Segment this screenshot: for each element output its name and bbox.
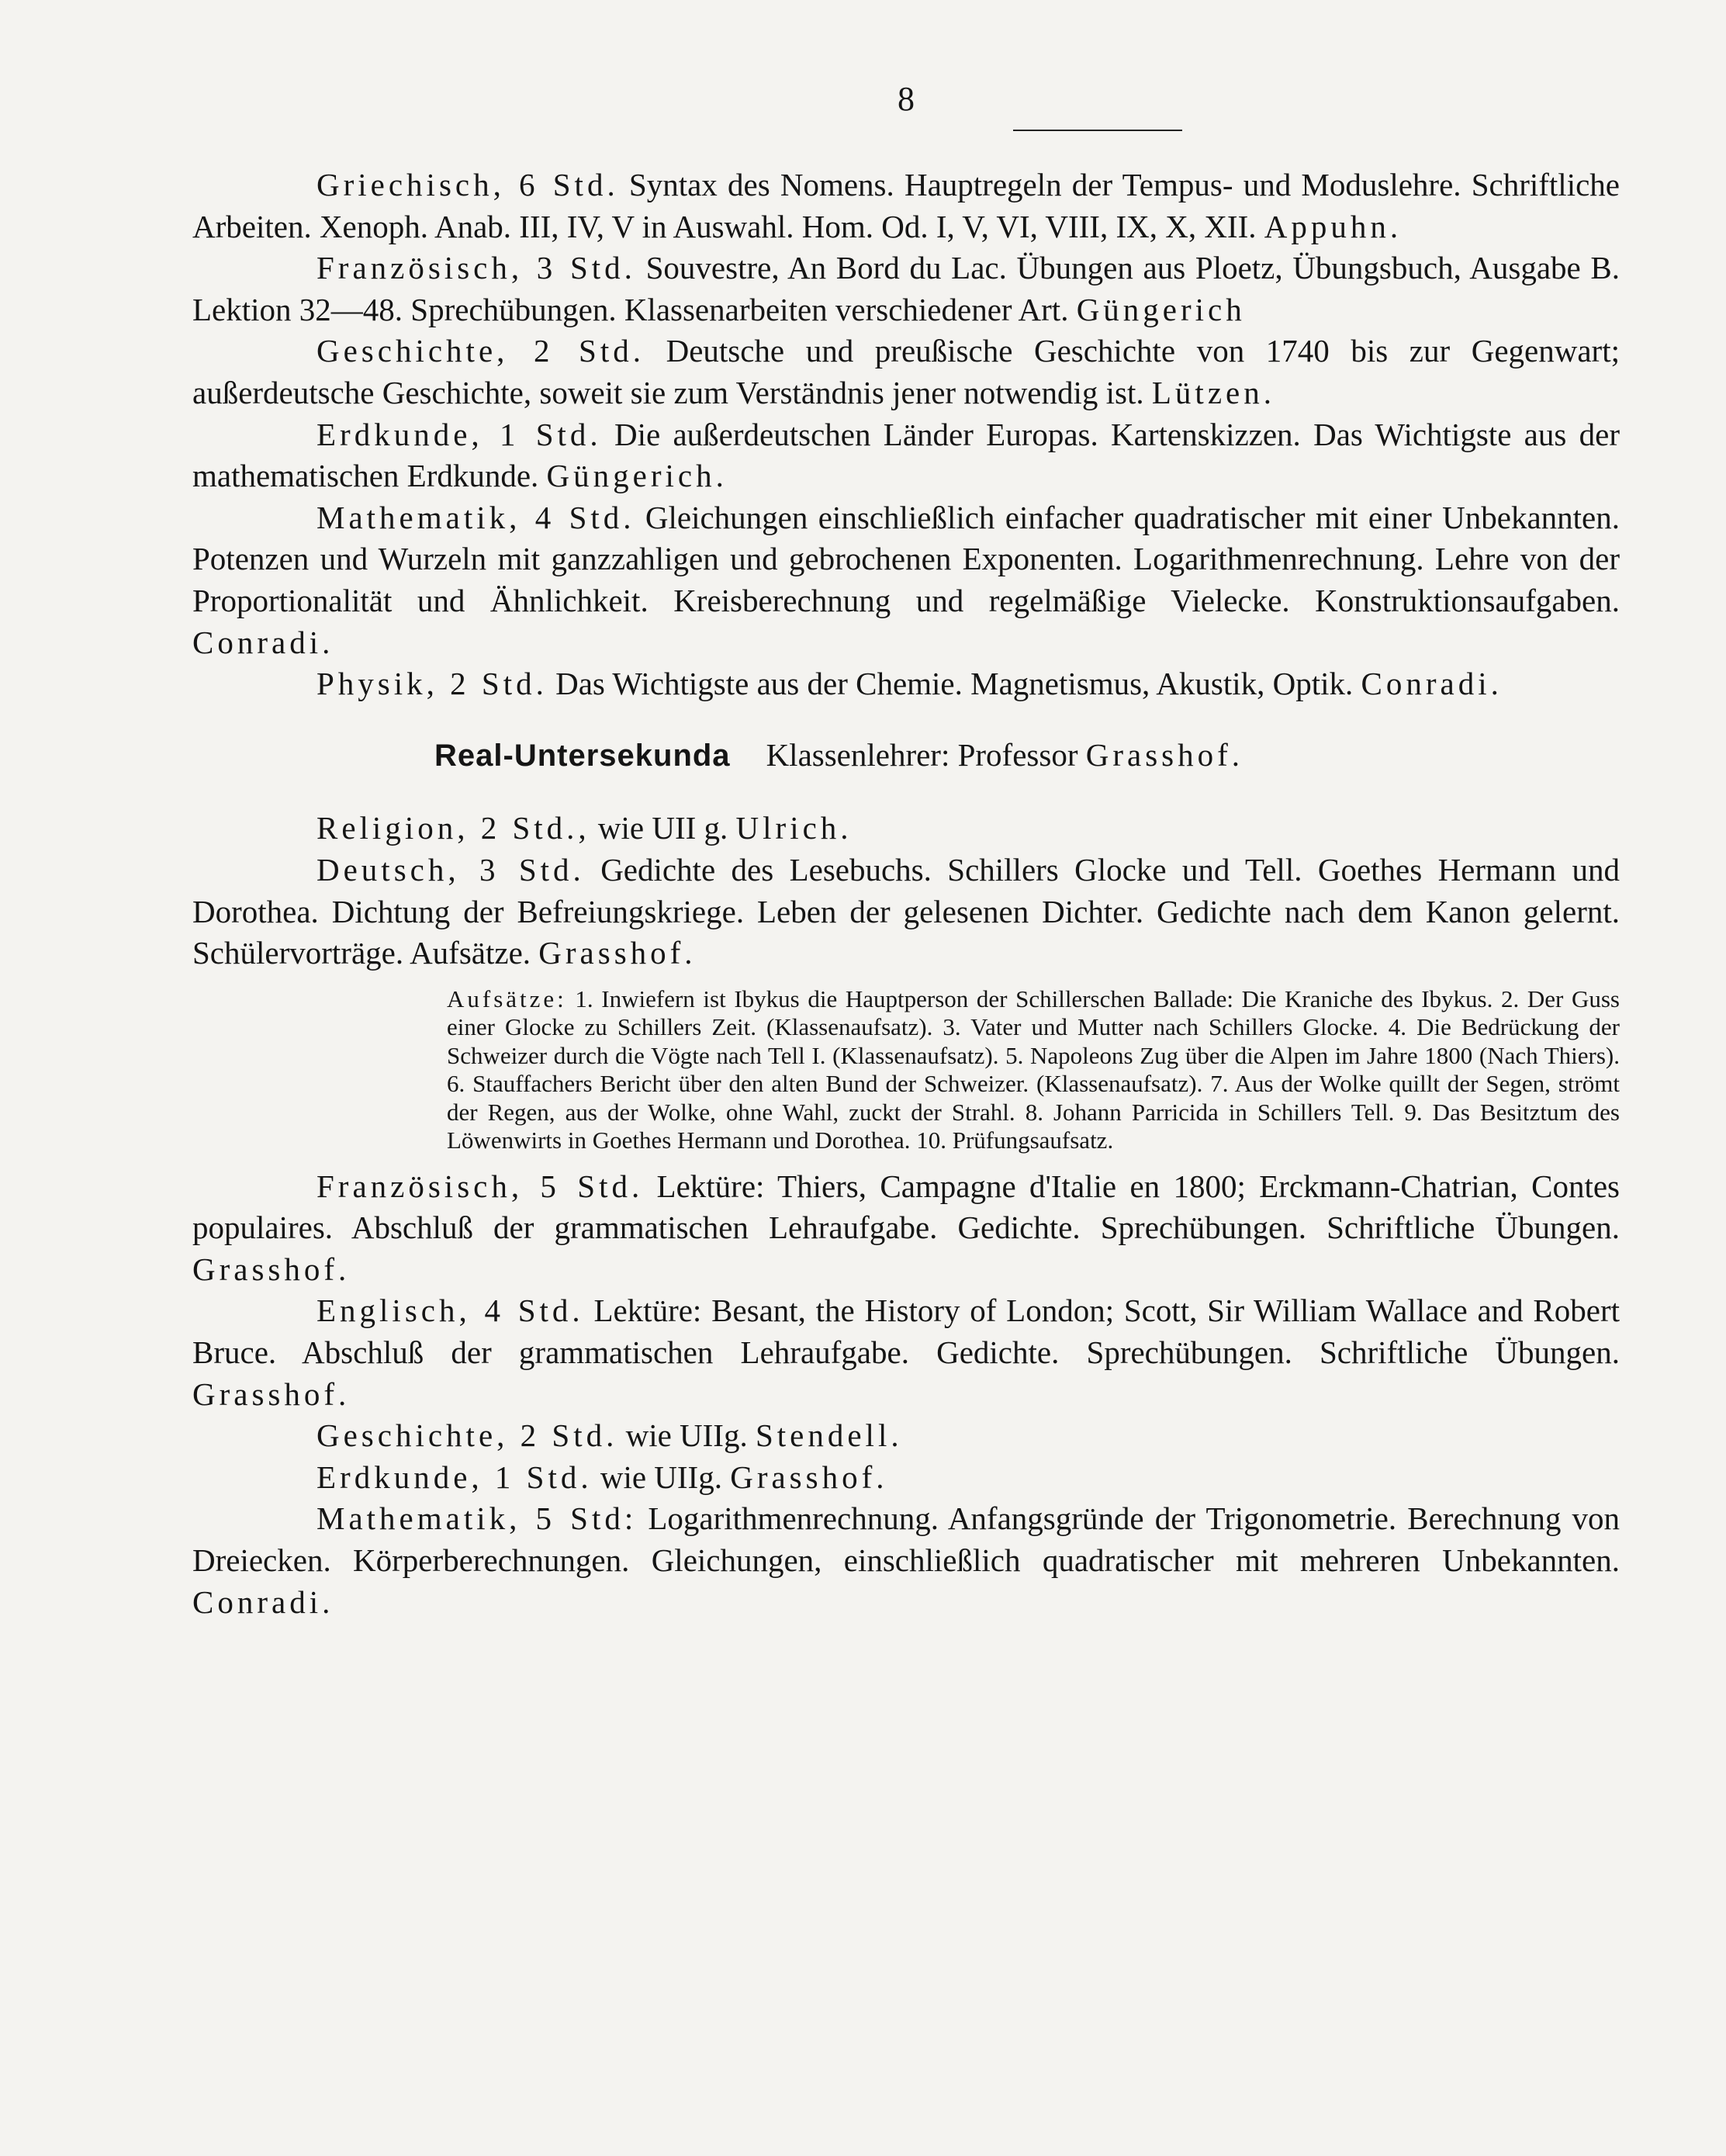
essay-note-label: Aufsätze:	[447, 985, 567, 1012]
subject-label: Geschichte, 2 Std.	[316, 1417, 618, 1454]
subject-label: Französisch, 3 Std.	[316, 250, 636, 286]
subject-label: Deutsch, 3 Std.	[316, 851, 585, 888]
paragraph-text: wie UIIg.	[617, 1417, 748, 1454]
teacher-name: Grasshof.	[192, 1376, 351, 1412]
class-teacher-name: Grasshof.	[1085, 736, 1244, 773]
page-number-rule	[1013, 130, 1182, 131]
teacher-name: Grasshof.	[538, 935, 697, 971]
paragraph-franzoesisch	[192, 247, 1620, 330]
paragraph-franzoesisch-real	[192, 1166, 1620, 1291]
teacher-name: Conradi.	[192, 624, 334, 660]
essay-note-text: 1. Inwiefern ist Ibykus die Hauptperson der Schillerschen Ballade: Die Kraniche des Ibykus. 2. Der Guss einer Glocke zu Schillers Zeit. (Klassenaufsatz). 3. Vater und Mutter nach Schillers Glocke. 4. Die Bedrückung der Schweizer durch die Vögte nach Tell I. (Klassenaufsatz). 5. Napoleons Zug über die Alpen im Jahre 1800 (Nach Thiers). 6. Stauffachers Bericht über den alten Bund der Schweizer. (Klassenaufsatz). 7. Aus der Wolke quillt der Segen, strömt der Regen, aus der Wolke, ohne Wahl, zuckt der Strahl. 8. Johann Parricida in Schillers Tell. 9. Das Besitztum des Löwenwirts in Goethes Hermann und Dorothea. 10. Prüfungsaufsatz.	[447, 985, 1620, 1154]
subject-label: Erdkunde, 1 Std.	[316, 1459, 593, 1495]
subject-label: Religion, 2 Std.,	[316, 810, 590, 846]
paragraph-text: Die außerdeutschen Länder Europas. Kartenskizzen. Das Wichtigste aus der mathematischen Erdkunde.	[192, 416, 1620, 494]
teacher-name: Lützen.	[1151, 374, 1275, 410]
paragraph-text: wie UIIg.	[592, 1459, 722, 1495]
subject-label: Mathematik, 4 Std.	[316, 499, 635, 535]
paragraph-englisch	[192, 1290, 1620, 1415]
paragraph-griechisch	[192, 164, 1620, 247]
section-heading	[192, 735, 1620, 777]
paragraph-text: Das Wichtigste aus der Chemie. Magnetismus, Akustik, Optik.	[547, 666, 1354, 702]
paragraph-deutsch	[192, 850, 1620, 974]
paragraph-mathematik	[192, 497, 1620, 663]
teacher-name: Conradi.	[1361, 666, 1503, 702]
subject-label: Griechisch, 6 Std.	[316, 167, 619, 202]
essay-note	[447, 985, 1620, 1155]
paragraph-erdkunde-real	[192, 1457, 1620, 1499]
paragraph-text: Gleichungen einschließlich einfacher quadratischer mit einer Unbekannten. Potenzen und Wurzeln mit ganzzahligen und gebrochenen Exponenten. Logarithmenrechnung. Lehre von der Proportionalität und Ähnlichkeit. Kreisberechnung und regelmäßige Vielecke. Konstruktionsaufgaben.	[192, 499, 1621, 618]
section-title: Real-Untersekunda	[434, 738, 731, 773]
class-teacher-label: Klassenlehrer: Professor	[766, 736, 1078, 773]
subject-label: Physik, 2 Std.	[316, 666, 548, 702]
page-body	[192, 164, 1620, 1623]
paragraph-text: wie UII g.	[590, 810, 728, 846]
subject-label: Französisch, 5 Std.	[316, 1168, 644, 1204]
teacher-name: Conradi.	[192, 1583, 334, 1620]
teacher-name: Grasshof.	[730, 1459, 888, 1495]
paragraph-text: Syntax des Nomens. Hauptregeln der Tempus- und Moduslehre. Schriftliche Arbeiten. Xenoph. Anab. III, IV, V in Auswahl. Hom. Od. I, V, VI, VIII, IX, X, XII.	[192, 167, 1620, 244]
page-number: 8	[898, 80, 915, 118]
paragraph-geschichte-real	[192, 1415, 1620, 1457]
paragraph-mathematik-real	[192, 1498, 1620, 1623]
teacher-name: Appuhn.	[1264, 208, 1403, 244]
paragraph-text: Lektüre: Thiers, Campagne d'Italie en 1800; Erckmann-Chatrian, Contes populaires. Abschluß der grammatischen Lehraufgabe. Gedichte. Sprechübungen. Schriftliche Übungen.	[192, 1168, 1620, 1246]
teacher-name: Stendell.	[755, 1417, 903, 1454]
paragraph-text: Logarithmenrechnung. Anfangsgründe der Trigonometrie. Berechnung von Dreiecken. Körperberechnungen. Gleichungen, einschließlich quadratischer mit mehreren Unbekannten.	[192, 1500, 1620, 1579]
paragraph-text: Gedichte des Lesebuchs. Schillers Glocke und Tell. Goethes Hermann und Dorothea. Dichtung der Befreiungskriege. Leben der gelesenen Dichter. Gedichte nach dem Kanon gelernt. Schülervorträge. Aufsätze.	[192, 851, 1620, 971]
paragraph-text: Deutsche und preußische Geschichte von 1740 bis zur Gegenwart; außerdeutsche Geschichte, soweit sie zum Verständnis jener notwendig ist.	[192, 333, 1620, 410]
paragraph-erdkunde	[192, 414, 1620, 497]
teacher-name: Güngerich.	[546, 458, 728, 494]
paragraph-text: Souvestre, An Bord du Lac. Übungen aus Ploetz, Übungsbuch, Ausgabe B. Lektion 32—48. Sprechübungen. Klassenarbeiten verschiedener Art.	[192, 250, 1621, 327]
teacher-name: Ulrich.	[735, 810, 853, 846]
paragraph-text: Lektüre: Besant, the History of London; Scott, Sir William Wallace and Robert Bruce. Abschluß der grammatischen Lehraufgabe. Gedichte. Sprechübungen. Schriftliche Übungen.	[192, 1293, 1620, 1371]
paragraph-physik	[192, 663, 1620, 705]
teacher-name: Güngerich	[1076, 291, 1246, 327]
subject-label: Erdkunde, 1 Std.	[316, 416, 602, 452]
paragraph-geschichte	[192, 330, 1620, 414]
teacher-name: Grasshof.	[192, 1251, 351, 1287]
subject-label: Geschichte, 2 Std.	[316, 333, 645, 369]
paragraph-religion	[192, 808, 1620, 850]
subject-label: Englisch, 4 Std.	[316, 1293, 584, 1329]
subject-label: Mathematik, 5 Std:	[316, 1500, 638, 1537]
